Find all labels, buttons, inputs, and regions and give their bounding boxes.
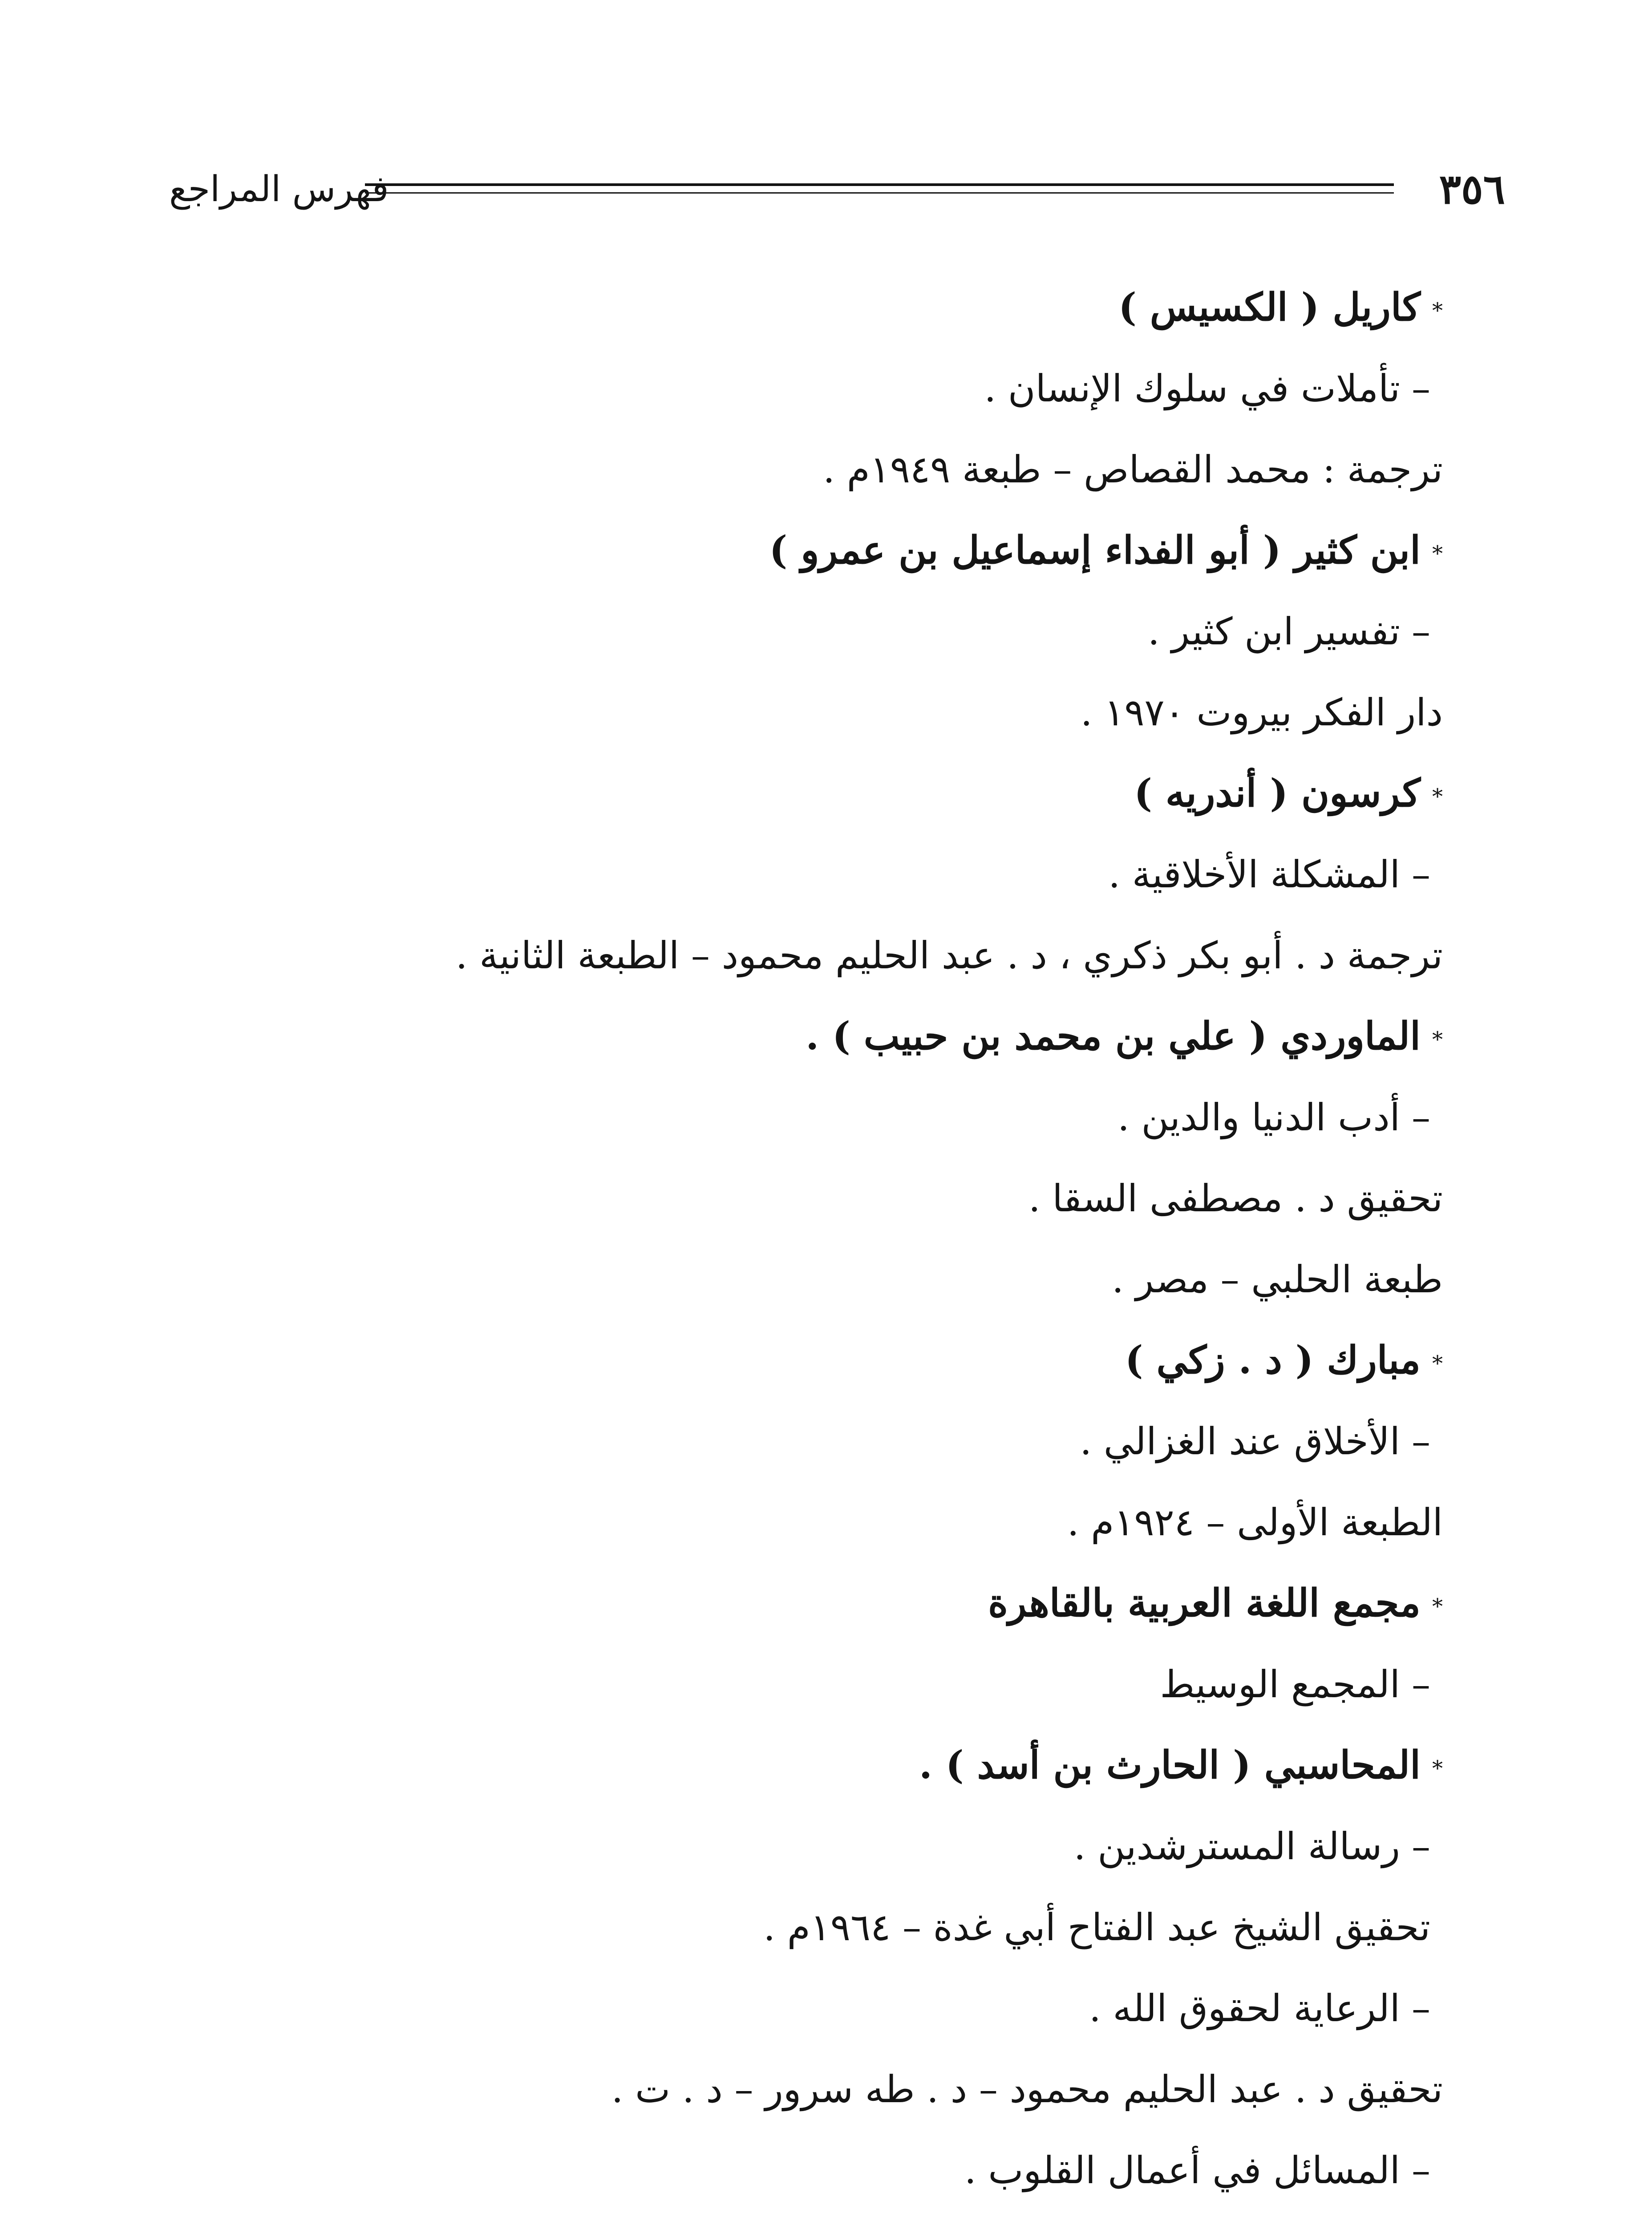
bibliography-list bbox=[169, 267, 1443, 2225]
entry-text: المحاسبي ( الحارث بن أسد ) . bbox=[919, 1743, 1421, 1788]
entry-text: مجمع اللغة العربية بالقاهرة bbox=[988, 1581, 1421, 1626]
publication-info bbox=[169, 2211, 1443, 2225]
asterisk-marker: * bbox=[1432, 1594, 1443, 1619]
header-rule-thin bbox=[365, 192, 1394, 194]
entry-text: تفسير ابن كثير . bbox=[1148, 610, 1400, 653]
work-title bbox=[169, 348, 1443, 429]
entry-text: المشكلة الأخلاقية . bbox=[1108, 853, 1400, 896]
work-title bbox=[169, 1806, 1443, 1887]
entry-text: تأملات في سلوك الإنسان . bbox=[984, 367, 1400, 410]
work-title bbox=[169, 591, 1443, 672]
publication-info bbox=[169, 1239, 1443, 1320]
author-entry bbox=[169, 510, 1443, 591]
asterisk-marker: * bbox=[1432, 1027, 1443, 1052]
dash-marker: – bbox=[1412, 1096, 1430, 1139]
author-entry bbox=[169, 753, 1443, 834]
dash-marker: – bbox=[1412, 367, 1430, 410]
entry-text: رسالة المسترشدين . bbox=[1073, 1824, 1400, 1868]
entry-text: ابن كثير ( أبو الفداء إسماعيل بن عمرو ) bbox=[769, 528, 1421, 573]
entry-text: أدب الدنيا والدين . bbox=[1118, 1096, 1400, 1139]
publication-info bbox=[169, 429, 1443, 510]
author-entry bbox=[169, 996, 1443, 1077]
entry-text: كاريل ( الكسيس ) bbox=[1118, 285, 1421, 330]
dash-marker: – bbox=[1412, 853, 1430, 896]
entry-text: تحقيق د . مصطفى السقا . bbox=[1028, 1177, 1443, 1220]
entry-text: الرعاية لحقوق الله . bbox=[1089, 1986, 1400, 2030]
asterisk-marker: * bbox=[1432, 1756, 1443, 1781]
entry-text: المسائل في أعمال القلوب . bbox=[964, 2148, 1400, 2192]
asterisk-marker: * bbox=[1432, 541, 1443, 566]
asterisk-marker: * bbox=[1432, 1351, 1443, 1376]
work-title bbox=[169, 1077, 1443, 1158]
author-entry bbox=[169, 1320, 1443, 1401]
dash-marker: – bbox=[1412, 2148, 1430, 2192]
dash-marker: – bbox=[1412, 610, 1430, 653]
entry-text: ترجمة : محمد القصاص – طبعة ١٩٤٩م . bbox=[823, 448, 1443, 491]
entry-text: كرسون ( أندريه ) bbox=[1134, 771, 1421, 816]
author-entry bbox=[169, 267, 1443, 348]
publication-info bbox=[169, 2049, 1443, 2130]
dash-marker: – bbox=[1412, 1986, 1430, 2030]
dash-marker: – bbox=[1412, 1420, 1430, 1463]
dash-marker: – bbox=[1412, 1663, 1430, 1706]
page-number: ٣٥٦ bbox=[1439, 165, 1505, 213]
entry-text: الأخلاق عند الغزالي . bbox=[1080, 1420, 1400, 1463]
running-header bbox=[169, 165, 1505, 214]
work-title bbox=[169, 1644, 1443, 1725]
work-title bbox=[169, 834, 1443, 915]
entry-text: تحقيق الشيخ عبد الفتاح أبي غدة – ١٩٦٤م . bbox=[763, 1905, 1430, 1949]
work-title bbox=[169, 1401, 1443, 1482]
asterisk-marker: * bbox=[1432, 298, 1443, 323]
publication-info bbox=[169, 915, 1443, 996]
entry-text: تحقيق د . عبد الحليم محمود – د . طه سرور – د . ت . bbox=[611, 2067, 1443, 2111]
entry-text: طبعة الحلبي – مصر . bbox=[1112, 1258, 1443, 1301]
publication-info bbox=[169, 1482, 1443, 1563]
publication-info bbox=[169, 1158, 1443, 1239]
header-rule bbox=[365, 183, 1394, 186]
entry-text: دار الفكر بيروت ١٩٧٠ . bbox=[1080, 691, 1443, 734]
asterisk-marker: * bbox=[1432, 784, 1443, 809]
publication-info bbox=[169, 672, 1443, 753]
entry-text: ترجمة د . أبو بكر ذكري ، د . عبد الحليم محمود – الطبعة الثانية . bbox=[455, 934, 1443, 977]
entry-text: الطبعة الأولى – ١٩٢٤م . bbox=[1067, 1501, 1443, 1544]
entry-text: الماوردي ( علي بن محمد بن حبيب ) . bbox=[806, 1014, 1421, 1059]
header-title: فهرس المراجع bbox=[169, 168, 389, 210]
work-title bbox=[169, 2130, 1443, 2211]
publication-info bbox=[169, 1887, 1443, 1968]
dash-marker: – bbox=[1412, 1824, 1430, 1868]
work-title bbox=[169, 1968, 1443, 2049]
author-entry bbox=[169, 1563, 1443, 1644]
entry-text: مبارك ( د . زكي ) bbox=[1125, 1338, 1421, 1383]
entry-text: المجمع الوسيط bbox=[1160, 1663, 1400, 1706]
author-entry bbox=[169, 1725, 1443, 1806]
